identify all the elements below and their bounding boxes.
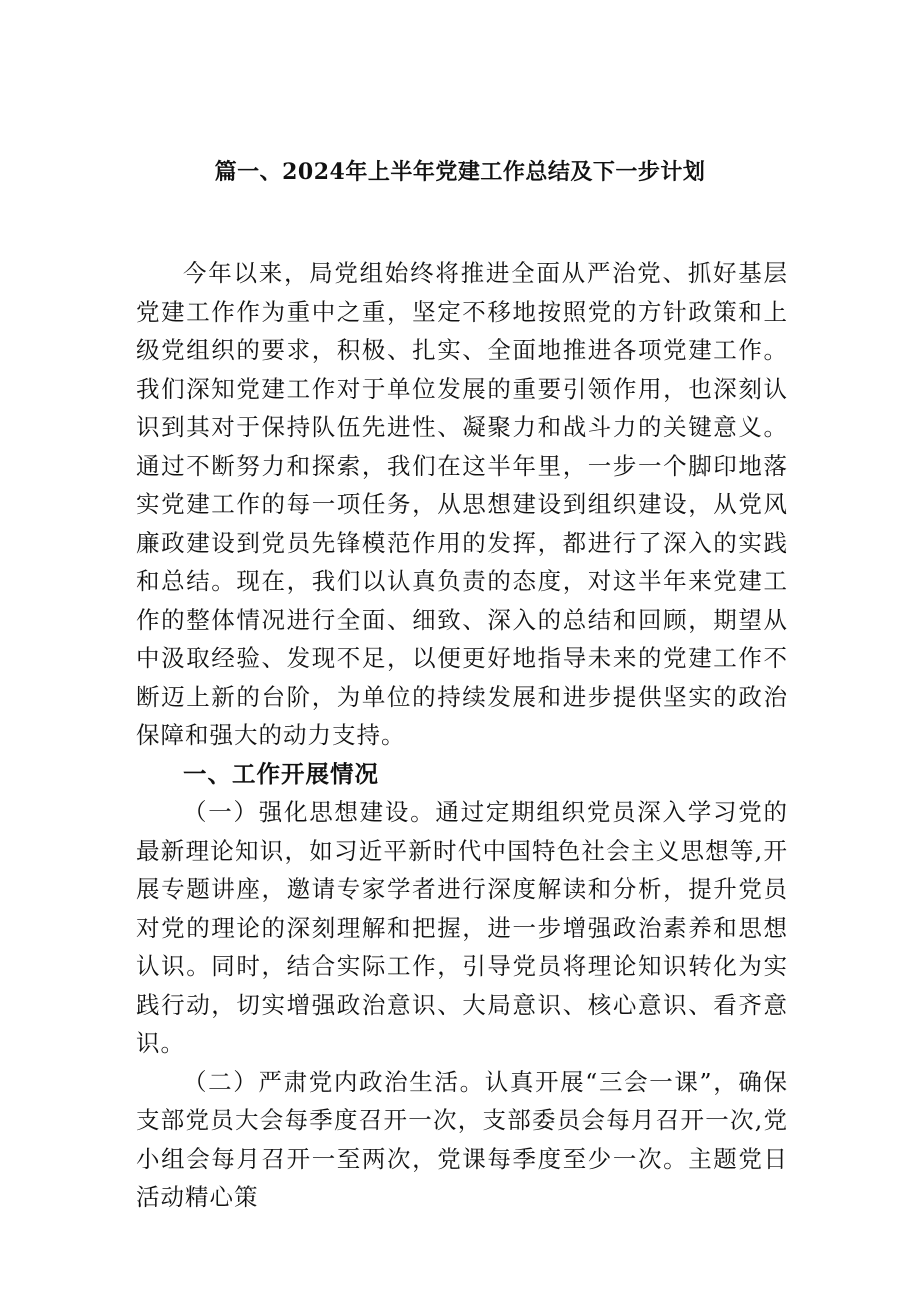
paragraph-item-1: （一）强化思想建设。通过定期组织党员深入学习党的最新理论知识，如习近平新时代中国特色社会主义思想等,开展专题讲座，邀请专家学者进行深度解读和分析，提升党员对党的理论的深刻理解和把握，进一步增强政治素养和思想认识。同时，结合实际工作，引导党员将理论知识转化为实践行动，切实增强政治意识、大局意识、核心意识、看齐意识。: [136, 798, 788, 1057]
intro-paragraph: 今年以来，局党组始终将推进全面从严治党、抓好基层党建工作作为重中之重，坚定不移地按照党的方针政策和上级党组织的要求，积极、扎实、全面地推进各项党建工作。我们深知党建工作对于单位发展的重要引领作用，也深刻认识到其对于保持队伍先进性、凝聚力和战斗力的关键意义。通过不断努力和探索，我们在这半年里，一步一个脚印地落实党建工作的每一项任务，从思想建设到组织建设，从党风廉政建设到党员先锋模范作用的发挥，都进行了深入的实践和总结。现在，我们以认真负责的态度，对这半年来党建工作的整体情况进行全面、细致、深入的总结和回顾，期望从中汲取经验、发现不足，以便更好地指导未来的党建工作不断迈上新的台阶，为单位的持续发展和进步提供坚实的政治保障和强大的动力支持。: [136, 259, 788, 749]
section-heading: 一、工作开展情况: [183, 759, 379, 788]
document-title: 篇一、2024年上半年党建工作总结及下一步计划: [214, 159, 706, 185]
document-body: [136, 254, 788, 1217]
paragraph-item-2: （二）严肃党内政治生活。认真开展“三会一课”，确保支部党员大会每季度召开一次，支部委员会每月召开一次,党小组会每月召开一至两次，党课每季度至少一次。主题党日活动精心策: [136, 1067, 788, 1211]
